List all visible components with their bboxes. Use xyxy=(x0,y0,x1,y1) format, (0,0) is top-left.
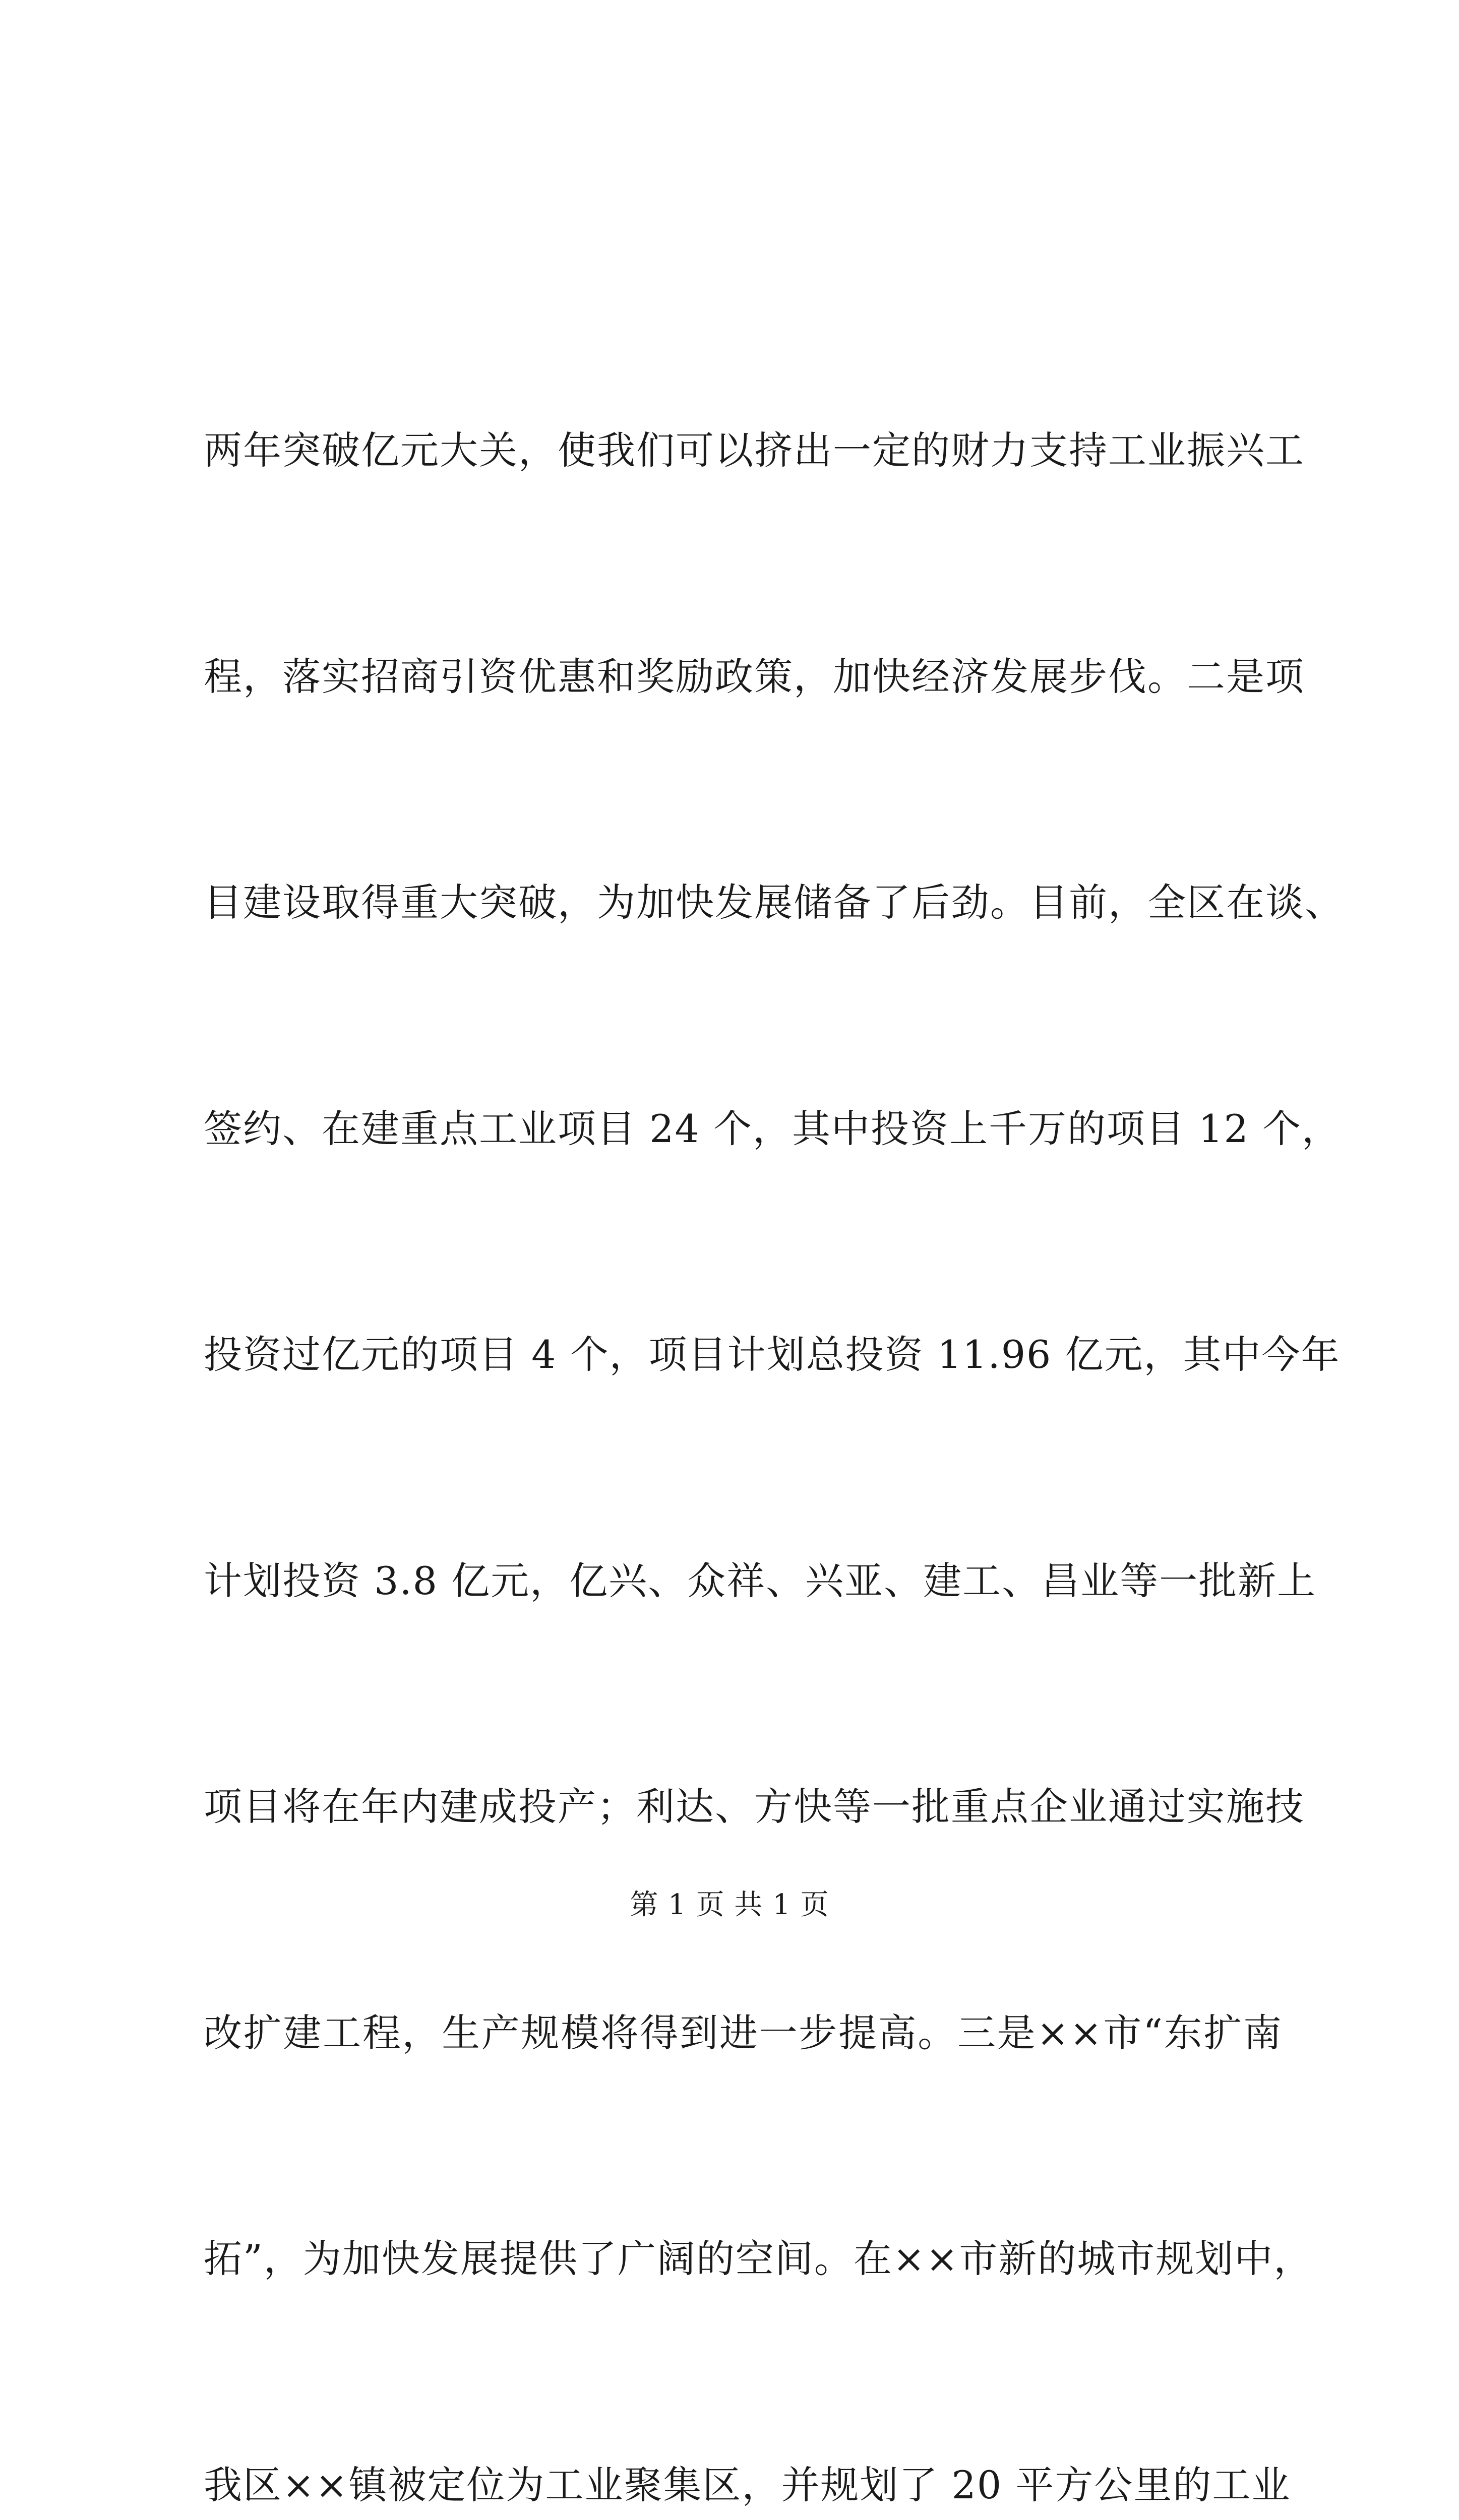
text-line: 两年突破亿元大关，使我们可以挤出一定的财力支持工业振兴工 xyxy=(204,413,1283,488)
text-line: 程，落实招商引资优惠和奖励政策，加快经济发展步伐。二是项 xyxy=(204,639,1283,715)
text-line: 改扩建工程，生产规模将得到进一步提高。三是××市“东扩南 xyxy=(204,1995,1283,2071)
text-line: 签约、在建重点工业项目 24 个，其中投资上千万的项目 12 个， xyxy=(204,1091,1283,1167)
text-line: 我区××镇被定位为工业聚集区，并规划了 20 平方公里的工业 xyxy=(204,2447,1283,2520)
paragraph-1 xyxy=(204,262,1283,2520)
text-line: 目建设取得重大突破，为加快发展储备了后劲。目前，全区在谈、 xyxy=(204,865,1283,940)
text-line: 计划投资 3.8 亿元，亿兴、众祥、兴亚、建工、昌业等一批新上 xyxy=(204,1543,1283,1619)
page-footer: 第 1 页 共 1 页 xyxy=(0,1882,1459,1923)
text-line: 项目将在年内建成投产；利达、方快等一批重点企业通过实施技 xyxy=(204,1769,1283,1845)
document-body xyxy=(204,262,1283,2520)
text-line: 拓”，为加快发展提供了广阔的空间。在××市新的城市规划中， xyxy=(204,2221,1283,2297)
text-line: 投资过亿元的项目 4 个，项目计划总投资 11.96 亿元，其中今年 xyxy=(204,1317,1283,1393)
